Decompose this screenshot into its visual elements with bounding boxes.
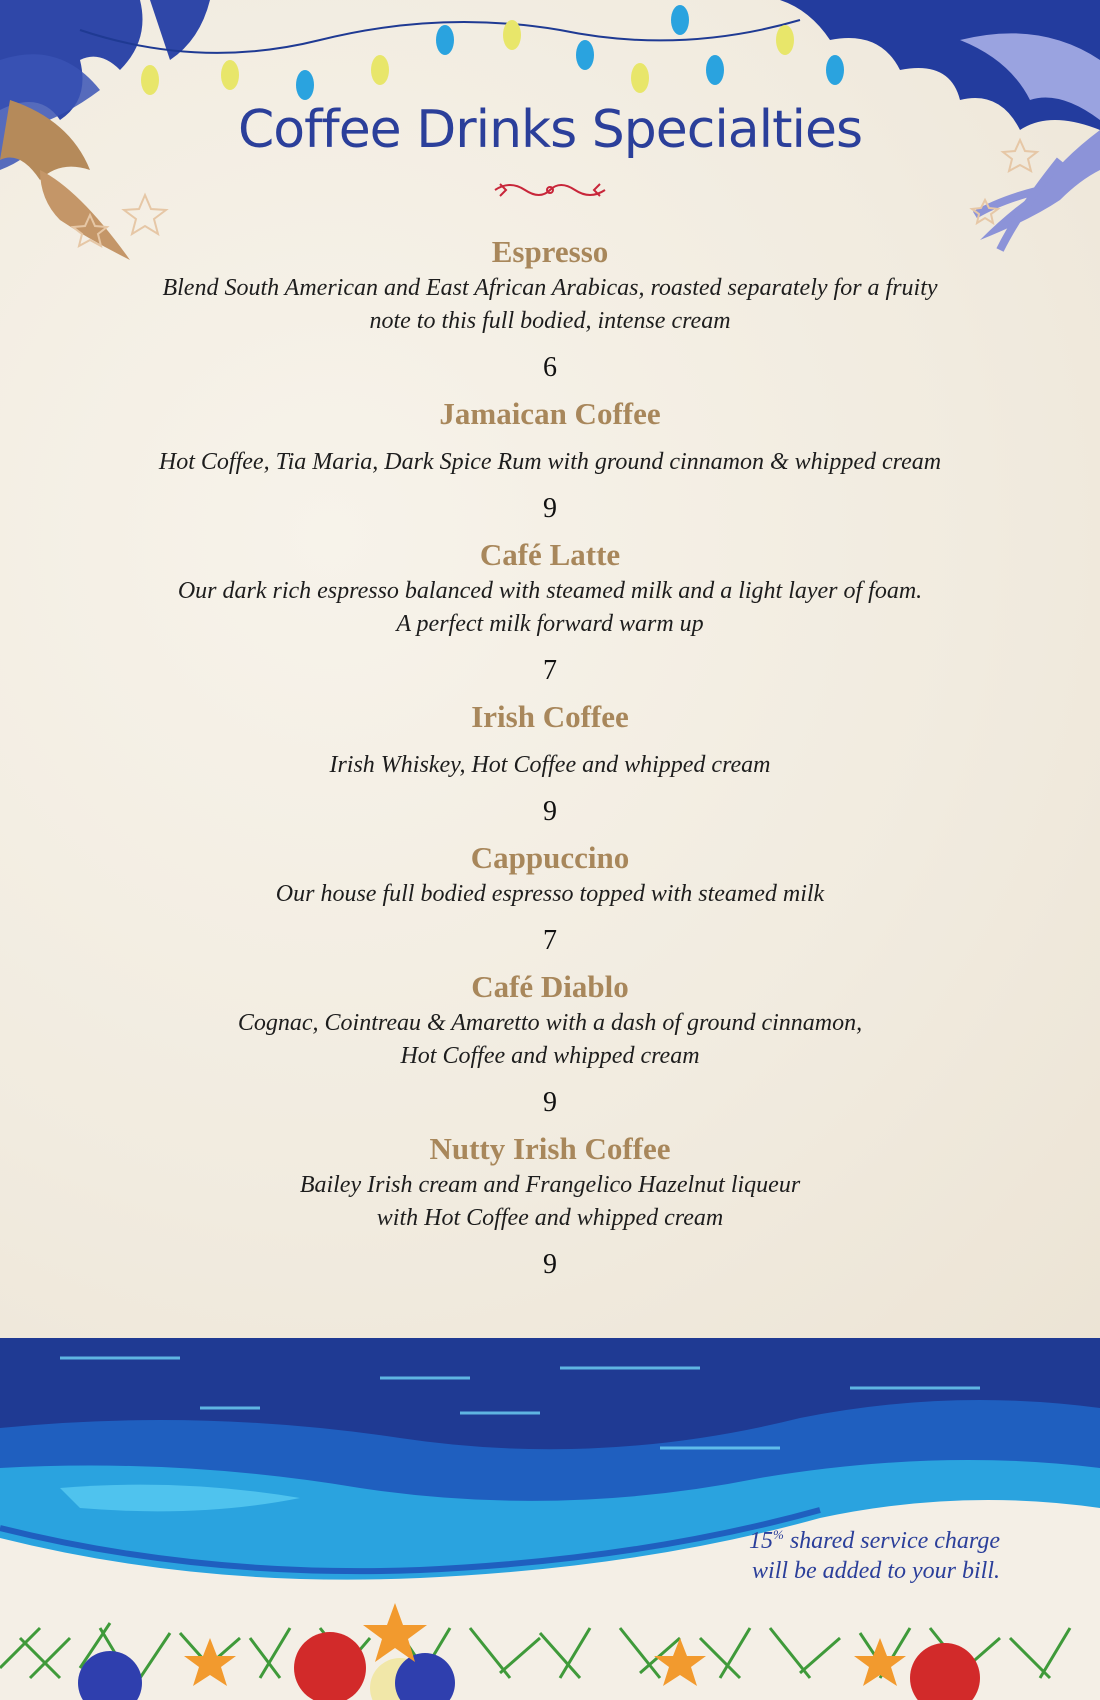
item-price: 9 [543,1087,557,1118]
percent-symbol: % [773,1527,784,1542]
charge-line-2: will be added to your bill. [752,1558,1000,1584]
item-price: 9 [543,796,557,827]
item-price: 7 [543,655,557,686]
item-name: Espresso [491,234,609,269]
item-price: 7 [543,925,557,956]
item-description: Irish Whiskey, Hot Coffee and whipped cream [329,752,771,778]
ocean-waves-decoration [0,1338,1100,1700]
menu-item-irish-coffee [80,697,1020,830]
item-description: Our house full bodied espresso topped with steamed milk [275,881,825,907]
item-description: Our dark rich espresso balanced with steamed milk and a light layer of foam. A perfect milk forward warm up [177,578,923,637]
item-description: Cognac, Cointreau & Amaretto with a dash of ground cinnamon, Hot Coffee and whipped cream [237,1010,863,1069]
page-title: Coffee Drinks Specialties [237,100,863,160]
charge-percent: 15 [749,1528,773,1554]
item-price: 6 [543,352,557,383]
item-name: Irish Coffee [471,699,629,734]
menu-item-espresso [80,232,1020,386]
menu-item-cappuccino [80,838,1020,959]
item-name: Café Latte [479,537,621,572]
item-price: 9 [543,1249,557,1280]
service-charge-note [680,1520,1000,1586]
item-name: Nutty Irish Coffee [429,1131,671,1166]
item-name: Cappuccino [470,840,630,875]
menu-item-cafe-latte [80,535,1020,689]
item-price: 9 [543,493,557,524]
menu-item-cafe-diablo [80,967,1020,1121]
item-description: Bailey Irish cream and Frangelico Hazelnut liqueur with Hot Coffee and whipped cream [299,1172,801,1231]
menu-item-jamaican-coffee [80,394,1020,527]
item-name: Café Diablo [471,969,629,1004]
item-description: Blend South American and East African Arabicas, roasted separately for a fruity note to this full bodied, intense cream [162,275,938,334]
flourish-icon [490,178,610,202]
charge-line-1: shared service charge [789,1528,1000,1554]
item-name: Jamaican Coffee [439,396,661,431]
menu-item-nutty-irish-coffee [80,1129,1020,1283]
drinks-menu-list [80,232,1020,1291]
item-description: Hot Coffee, Tia Maria, Dark Spice Rum with ground cinnamon & whipped cream [158,449,942,475]
